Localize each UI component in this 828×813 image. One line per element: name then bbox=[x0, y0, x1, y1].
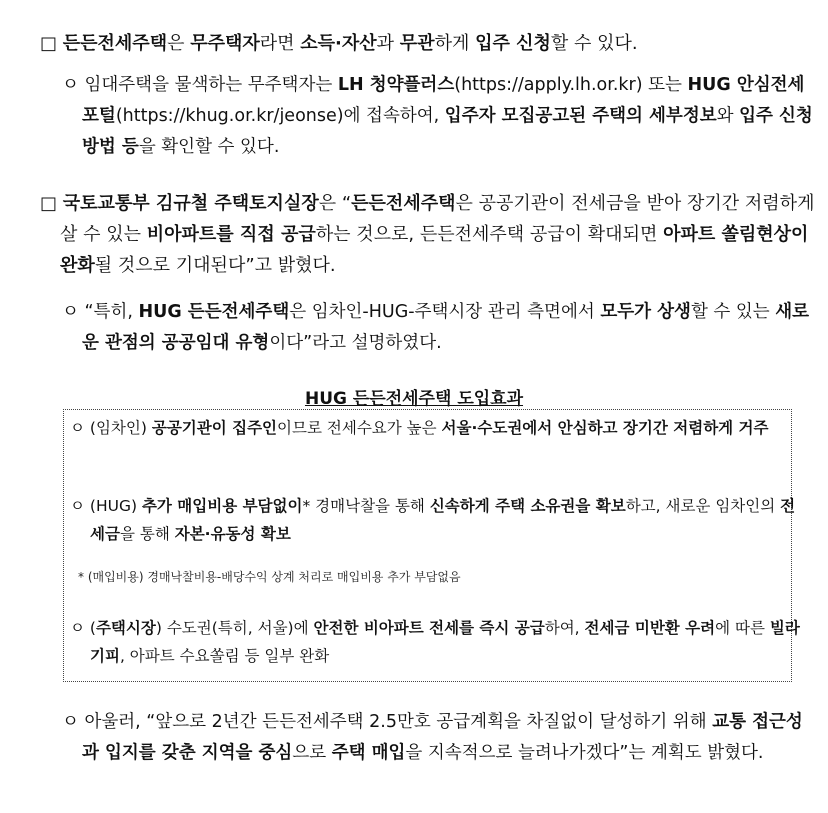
paragraph-3 bbox=[40, 188, 820, 281]
bullet-marker: ㅇ bbox=[62, 712, 79, 732]
emphasis-text: 전세금 bbox=[90, 497, 796, 543]
emphasis-text: 든든전세주택 bbox=[351, 193, 456, 214]
body-text: 은 bbox=[167, 33, 191, 54]
paragraph-5 bbox=[62, 707, 817, 769]
emphasis-text: 입주 신청 bbox=[475, 33, 551, 54]
emphasis-text: 추가 매입비용 부담없이 bbox=[141, 497, 303, 515]
emphasis-text: 아파트 쏠림현상이 완화 bbox=[60, 224, 809, 276]
emphasis-text: 국토교통부 김규철 주택토지실장 bbox=[62, 193, 319, 214]
emphasis-text: 공공기관이 집주인 bbox=[151, 419, 278, 437]
emphasis-text: 주택시장 bbox=[95, 619, 156, 637]
paragraph-4 bbox=[62, 297, 817, 359]
box-title: HUG 든든전세주택 도입효과 bbox=[304, 389, 524, 409]
body-text: 라면 bbox=[259, 33, 301, 54]
emphasis-text: 주택 매입 bbox=[331, 743, 406, 763]
emphasis-text: HUG 안심전세포털 bbox=[82, 75, 805, 126]
box-item-tenant bbox=[70, 414, 802, 442]
body-text: ㅇ (HUG) bbox=[70, 497, 142, 515]
body-text: 으로 bbox=[292, 743, 332, 763]
emphasis-text: LH 청약플러스 bbox=[337, 75, 455, 95]
box-footnote: * (매입비용) 경매낙찰비용-배당수익 상계 처리로 매입비용 추가 부담없음 bbox=[78, 570, 461, 584]
body-text: “특히, bbox=[78, 302, 139, 322]
emphasis-text: HUG 든든전세주택 bbox=[138, 302, 290, 322]
bullet-marker: ㅇ bbox=[62, 302, 79, 322]
body-text: 은 공공기관이 전세금을 받아 장기간 저렴하게 살 수 있는 bbox=[60, 193, 815, 245]
bullet-marker: ㅇ bbox=[62, 75, 79, 95]
paragraph-1 bbox=[40, 28, 800, 59]
paragraph-2 bbox=[62, 70, 817, 163]
body-text: 이므로 전세수요가 높은 bbox=[277, 419, 442, 437]
body-text: 와 bbox=[716, 106, 740, 126]
emphasis-text: 무주택자 bbox=[190, 33, 260, 54]
body-text: 을 통해 bbox=[119, 525, 175, 543]
emphasis-text: 입주자 모집공고된 주택의 세부정보 bbox=[444, 106, 717, 126]
body-text: 을 지속적으로 늘려나가겠다”는 계획도 밝혔다. bbox=[405, 743, 764, 763]
emphasis-text: 전세금 미반환 우려 bbox=[584, 619, 716, 637]
body-text: 은 임차인-HUG-주택시장 관리 측면에서 bbox=[289, 302, 601, 322]
box-item-hug bbox=[70, 492, 802, 548]
body-text: 하고, 새로운 임차인의 bbox=[625, 497, 781, 515]
emphasis-text: 교통 접근성과 입지를 갖춘 지역을 중심 bbox=[82, 712, 803, 763]
emphasis-text: 새로운 관점의 공공임대 유형 bbox=[82, 302, 810, 353]
body-text: 하는 것으로, 든든전세주택 공급이 확대되면 bbox=[315, 224, 664, 245]
emphasis-text: 빌라 기피 bbox=[90, 619, 800, 665]
emphasis-text: 소득·자산 bbox=[300, 33, 377, 54]
body-text: 을 확인할 수 있다. bbox=[138, 137, 280, 157]
body-text: 할 수 있다. bbox=[550, 33, 638, 54]
box-item-market bbox=[70, 614, 802, 670]
emphasis-text: 안전한 비아파트 전세를 즉시 공급 bbox=[313, 619, 545, 637]
bullet-marker: □ bbox=[40, 193, 58, 214]
body-text: ㅇ (임차인) bbox=[70, 419, 152, 437]
body-text: (https://khug.or.kr/jeonse)에 접속하여, bbox=[115, 106, 445, 126]
body-text: , 아파트 수요쏠림 등 일부 완화 bbox=[119, 647, 330, 665]
body-text: (https://apply.lh.or.kr) 또는 bbox=[454, 75, 688, 95]
body-text: 임대주택을 물색하는 무주택자는 bbox=[78, 75, 338, 95]
emphasis-text: 든든전세주택 bbox=[62, 33, 168, 54]
body-text: 될 것으로 기대된다”고 밝혔다. bbox=[94, 255, 336, 276]
body-text: * 경매낙찰을 통해 bbox=[302, 497, 430, 515]
body-text: 과 bbox=[376, 33, 400, 54]
body-text: 하게 bbox=[434, 33, 476, 54]
emphasis-text: 신속하게 주택 소유권을 확보 bbox=[429, 497, 626, 515]
body-text: 할 수 있는 bbox=[690, 302, 776, 322]
emphasis-text: 모두가 상생 bbox=[600, 302, 691, 322]
emphasis-text: 무관 bbox=[399, 33, 435, 54]
emphasis-text: 비아파트를 직접 공급 bbox=[146, 224, 316, 245]
effects-box bbox=[63, 409, 800, 682]
body-text: 하여, bbox=[544, 619, 585, 637]
emphasis-text: 서울·수도권에서 안심하고 장기간 저렴하게 거주 bbox=[441, 419, 769, 437]
emphasis-text: 자본·유동성 확보 bbox=[174, 525, 291, 543]
body-text: 아울러, “앞으로 2년간 든든전세주택 2.5만호 공급계획을 차질없이 달성하기 위해 bbox=[78, 712, 713, 732]
body-text: 에 따른 bbox=[715, 619, 770, 637]
body-text: 은 “ bbox=[318, 193, 352, 214]
bullet-marker: □ bbox=[40, 33, 58, 54]
body-text: ) 수도권(특히, 서울)에 bbox=[155, 619, 314, 637]
body-text: ㅇ ( bbox=[70, 619, 96, 637]
emphasis-text: 입주 신청방법 등 bbox=[82, 106, 813, 157]
body-text: 이다”라고 설명하였다. bbox=[269, 333, 442, 353]
